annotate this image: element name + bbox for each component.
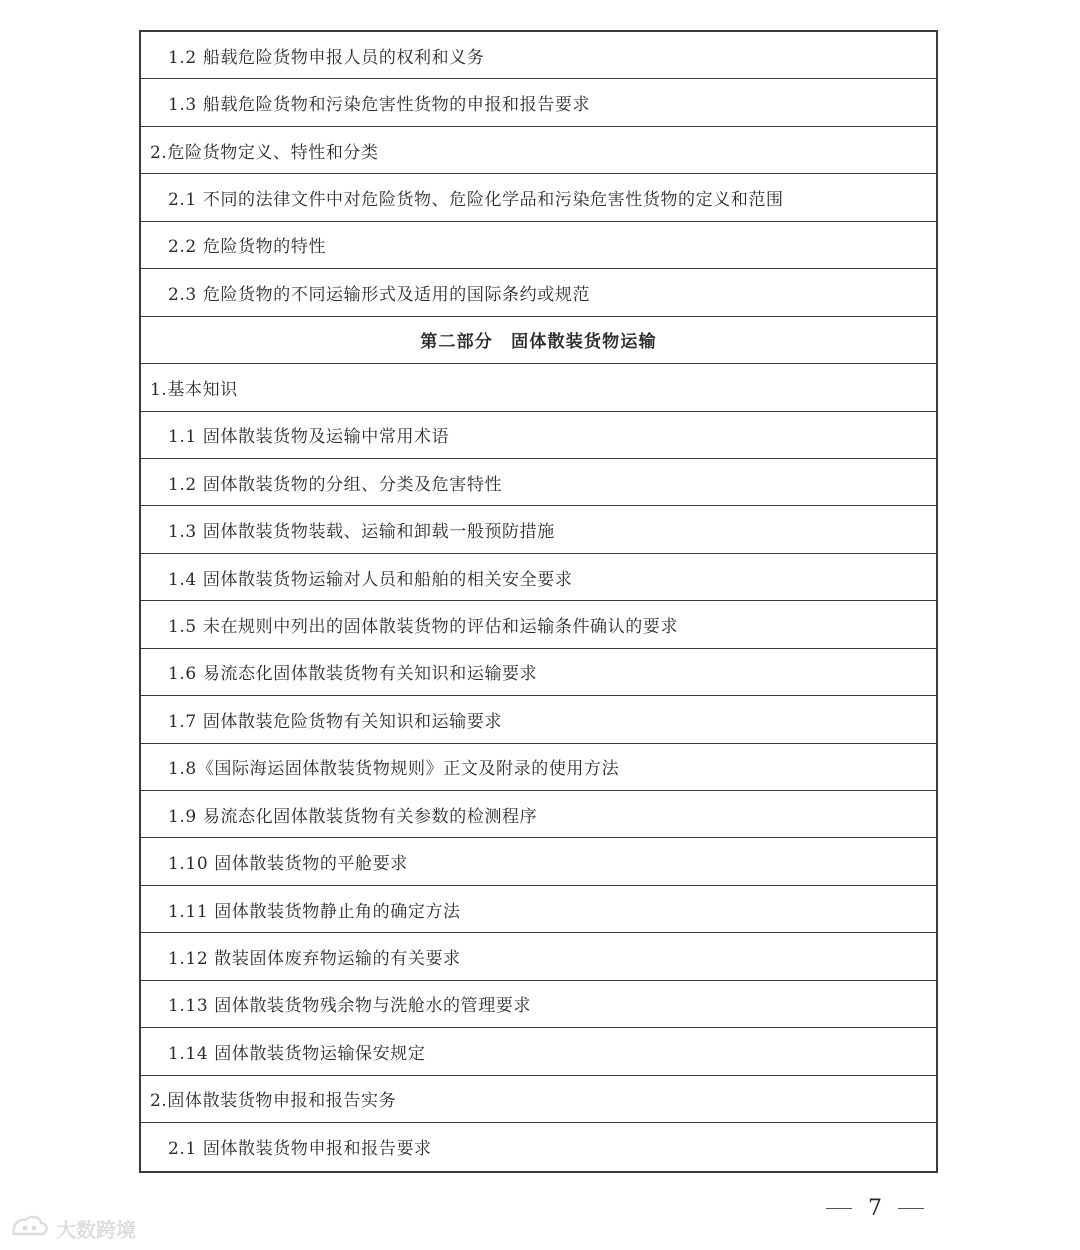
table-row: 1.5 未在规则中列出的固体散装货物的评估和运输条件确认的要求: [141, 601, 936, 648]
table-row: 2.1 不同的法律文件中对危险货物、危险化学品和污染危害性货物的定义和范围: [141, 174, 936, 221]
page-number-dash-left: [826, 1208, 852, 1209]
table-row: 1.1 固体散装货物及运输中常用术语: [141, 412, 936, 459]
table-row: 2.固体散装货物申报和报告实务: [141, 1076, 936, 1123]
table-row: 2.2 危险货物的特性: [141, 222, 936, 269]
table-row: 1.基本知识: [141, 364, 936, 411]
brand-logo-icon: [10, 1212, 50, 1245]
table-row: 2.3 危险货物的不同运输形式及适用的国际条约或规范: [141, 269, 936, 316]
watermark: [10, 1212, 136, 1245]
table-row: 1.2 船载危险货物申报人员的权利和义务: [141, 32, 936, 79]
table-row: 1.12 散装固体废弃物运输的有关要求: [141, 933, 936, 980]
table-row: 1.10 固体散装货物的平舱要求: [141, 838, 936, 885]
table-row: 1.9 易流态化固体散装货物有关参数的检测程序: [141, 791, 936, 838]
table-row: 1.14 固体散装货物运输保安规定: [141, 1028, 936, 1075]
page-number-dash-right: [898, 1208, 924, 1209]
table-row: 1.13 固体散装货物残余物与洗舱水的管理要求: [141, 981, 936, 1028]
watermark-text: 大数跨境: [56, 1218, 136, 1242]
table-row: 1.3 船载危险货物和污染危害性货物的申报和报告要求: [141, 79, 936, 126]
page-number: [820, 1196, 930, 1221]
syllabus-table: [139, 30, 938, 1173]
table-row: 2.1 固体散装货物申报和报告要求: [168, 1139, 432, 1160]
table-row: 1.7 固体散装危险货物有关知识和运输要求: [141, 696, 936, 743]
table-row: 2.危险货物定义、特性和分类: [141, 127, 936, 174]
table-row: 1.11 固体散装货物静止角的确定方法: [141, 886, 936, 933]
section-heading: 第二部分 固体散装货物运输: [141, 317, 936, 364]
table-row: 1.4 固体散装货物运输对人员和船舶的相关安全要求: [141, 554, 936, 601]
table-row: 1.2 固体散装货物的分组、分类及危害特性: [141, 459, 936, 506]
table-row: 1.8《国际海运固体散装货物规则》正文及附录的使用方法: [141, 744, 936, 791]
table-row: 1.6 易流态化固体散装货物有关知识和运输要求: [141, 649, 936, 696]
page-number-value: 7: [868, 1196, 882, 1221]
table-row: 1.3 固体散装货物装载、运输和卸载一般预防措施: [141, 506, 936, 553]
